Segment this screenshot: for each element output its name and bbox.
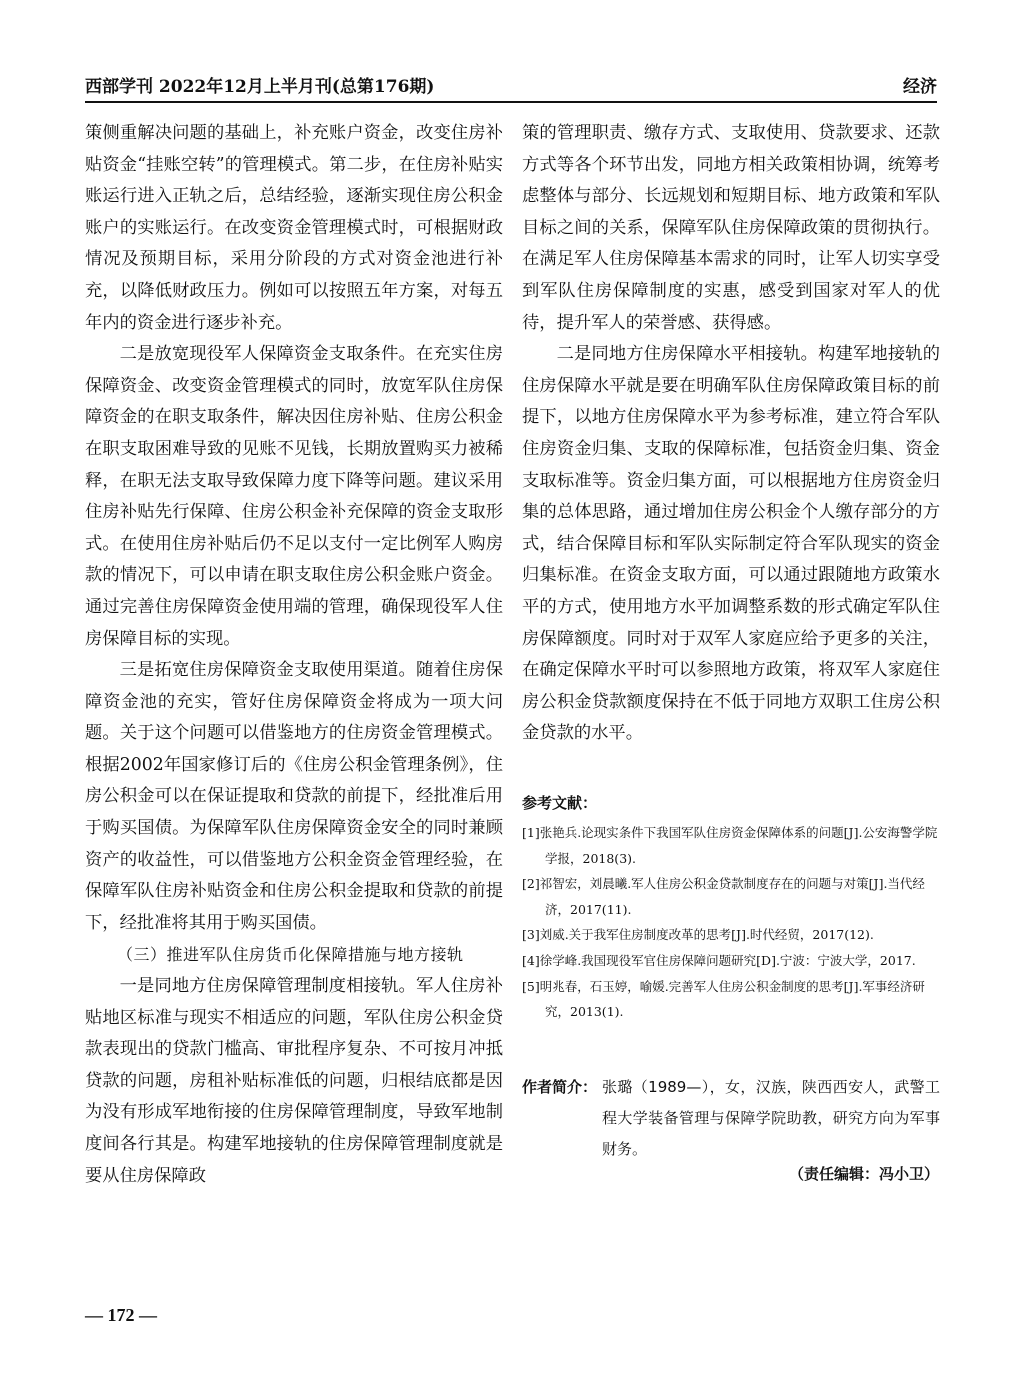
references-title: 参考文献： — [522, 794, 598, 812]
author-label: 作者简介： — [522, 1078, 598, 1096]
editor-credit: （责任编辑：冯小卫） — [788, 1165, 939, 1183]
section-label: 经济 — [903, 77, 937, 97]
subsection-heading: （三）推进军队住房货币化保障措施与地方接轨 — [117, 945, 464, 965]
paragraph: 策侧重解决问题的基础上，补充账户资金，改变住房补贴资金“挂账空转”的管理模式。第二步，在住房补贴实账运行进入正轨之后，总结经验，逐渐实现住房公积金账户的实账运行。在改变资金管理模式时，可根据财政情况及预期目标，采用分阶段的方式对资金池进行补充，以降低财政压力。例如可以按照五年方案，对每五年内的资金进行逐步补充。 — [85, 123, 503, 333]
left-column — [85, 118, 503, 1192]
reference-item: [3]刘威.关于我军住房制度改革的思考[J].时代经贸，2017(12). — [522, 927, 874, 943]
reference-item: [2]祁智宏，刘晨曦.军人住房公积金贷款制度存在的问题与对策[J].当代经济，2017(11). — [522, 876, 925, 917]
paragraph: 二是放宽现役军人保障资金支取条件。在充实住房保障资金、改变资金管理模式的同时，放宽军队住房保障资金的在职支取条件，解决因住房补贴、住房公积金在职支取困难导致的见账不见钱，长期放置购买力被稀释，在职无法支取导致保障力度下降等问题。建议采用住房补贴先行保障、住房公积金补充保障的资金支取形式。在使用住房补贴后仍不足以支付一定比例军人购房款的情况下，可以申请在职支取住房公积金账户资金。通过完善住房保障资金使用端的管理，确保现役军人住房保障目标的实现。 — [85, 344, 503, 649]
right-column — [522, 118, 940, 750]
running-header — [85, 70, 937, 100]
author-bio — [522, 1072, 940, 1165]
page-number: — 172 — — [85, 1305, 157, 1325]
reference-list — [522, 820, 940, 1025]
journal-title: 西部学刊 2022年12月上半月刊(总第176期) — [85, 77, 435, 97]
author-text: 张璐（1989—），女，汉族，陕西西安人，武警工程大学装备管理与保障学院助教，研究方向为军事财务。 — [602, 1078, 940, 1158]
reference-item: [4]徐学峰.我国现役军官住房保障问题研究[D].宁波：宁波大学，2017. — [522, 952, 916, 968]
paragraph: 一是同地方住房保障管理制度相接轨。军人住房补贴地区标准与现实不相适应的问题，军队住房公积金贷款表现出的贷款门槛高、审批程序复杂、不可按月冲抵贷款的问题，房租补贴标准低的问题，归根结底都是因为没有形成军地衔接的住房保障管理制度，导致军地制度间各行其是。构建军地接轨的住房保障管理制度就是要从住房保障政 — [85, 976, 503, 1186]
reference-item: [1]张艳兵.论现实条件下我国军队住房资金保障体系的问题[J].公安海警学院学报，2018(3). — [522, 825, 938, 866]
reference-item: [5]明兆春，石玉婷，喻媛.完善军人住房公积金制度的思考[J].军事经济研究，2013(1). — [522, 978, 925, 1020]
paragraph: 二是同地方住房保障水平相接轨。构建军地接轨的住房保障水平就是要在明确军队住房保障政策目标的前提下，以地方住房保障水平为参考标准，建立符合军队住房资金归集、支取的保障标准，包括资金归集、资金支取标准等。资金归集方面，可以根据地方住房资金归集的总体思路，通过增加住房公积金个人缴存部分的方式，结合保障目标和军队实际制定符合军队现实的资金归集标准。在资金支取方面，可以通过跟随地方政策水平的方式，使用地方水平加调整系数的形式确定军队住房保障额度。同时对于双军人家庭应给予更多的关注，在确定保障水平时可以参照地方政策，将双军人家庭住房公积金贷款额度保持在不低于同地方双职工住房公积金贷款的水平。 — [522, 344, 940, 744]
header-rule — [85, 101, 937, 103]
paragraph: 策的管理职责、缴存方式、支取使用、贷款要求、还款方式等各个环节出发，同地方相关政策相协调，统筹考虑整体与部分、长远规划和短期目标、地方政策和军队目标之间的关系，保障军队住房保障政策的贯彻执行。在满足军人住房保障基本需求的同时，让军人切实享受到军队住房保障制度的实惠，感受到国家对军人的优待，提升军人的荣誉感、获得感。 — [522, 123, 940, 333]
paragraph: 三是拓宽住房保障资金支取使用渠道。随着住房保障资金池的充实，管好住房保障资金将成为一项大问题。关于这个问题可以借鉴地方的住房资金管理模式。根据2002年国家修订后的《住房公积金管理条例》，住房公积金可以在保证提取和贷款的前提下，经批准后用于购买国债。为保障军队住房保障资金安全的同时兼顾资产的收益性，可以借鉴地方公积金资金管理经验，在保障军队住房补贴资金和住房公积金提取和贷款的前提下，经批准将其用于购买国债。 — [85, 660, 503, 933]
